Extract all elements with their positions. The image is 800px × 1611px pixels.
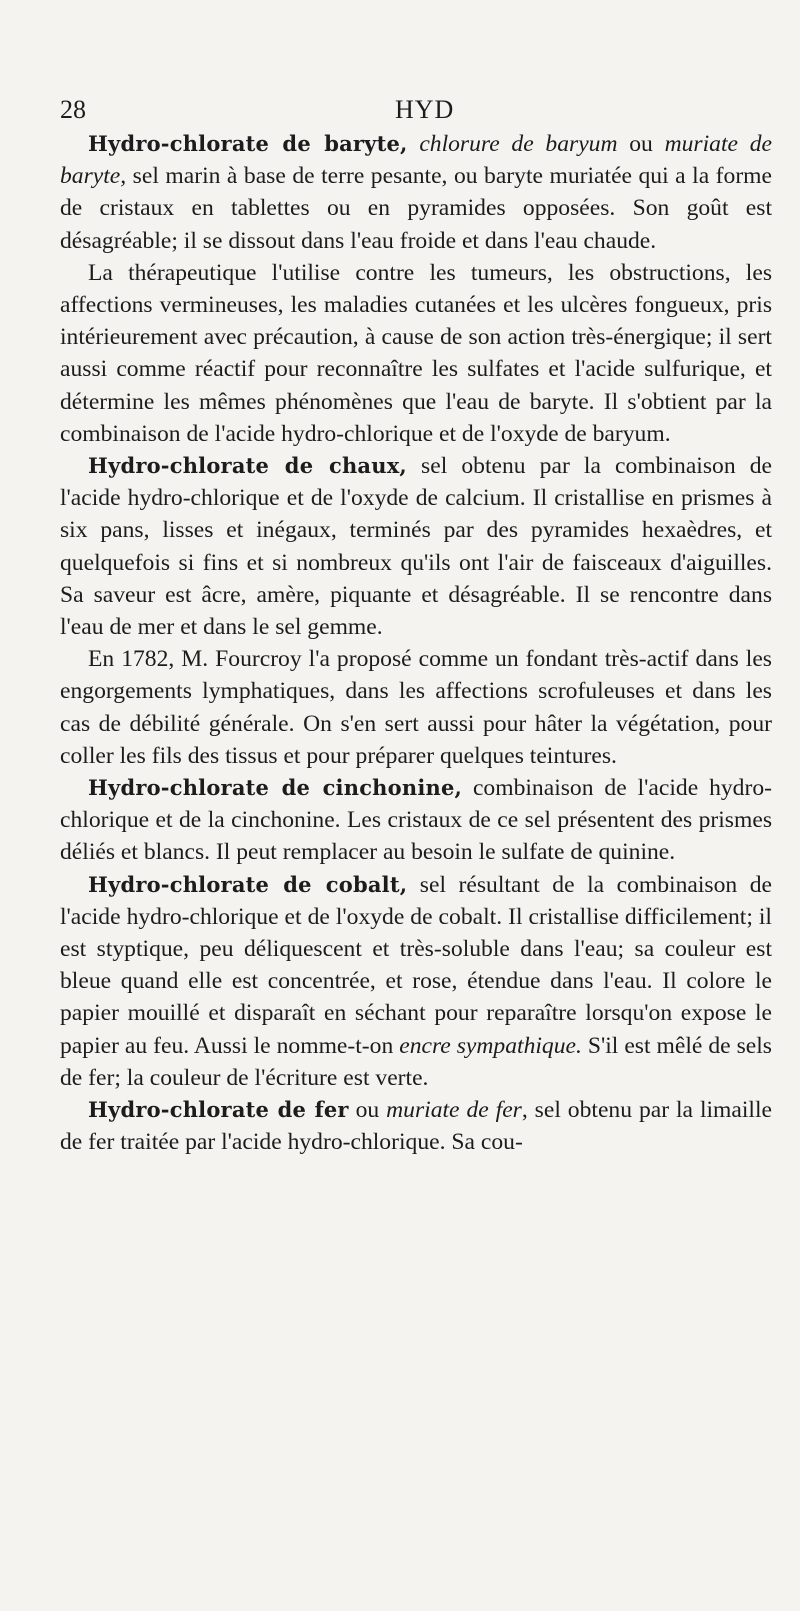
entry-chaux <box>60 450 772 643</box>
entry-cinchonine-text: combinaison de l'acide hydro-chlorique et de la cinchonine. Les cristaux de ce sel présentent des prismes déliés et blancs. Il peut remplacer au besoin le sulfate de quinine. <box>60 775 772 866</box>
page-number: 28 <box>60 95 86 124</box>
entry-cobalt <box>60 869 772 1094</box>
entry-cinchonine <box>60 772 772 869</box>
entry-fer-italic: muriate de fer <box>386 1097 522 1124</box>
entry-baryte <box>60 128 772 257</box>
page-header <box>60 96 772 124</box>
entry-baryte-text-1 <box>408 131 420 157</box>
running-head: HYD <box>395 95 455 124</box>
headword-chaux: Hydro-chlorate de chaux, <box>88 453 407 479</box>
dictionary-body <box>60 128 772 1159</box>
entry-chaux-text: sel obtenu par la combinaison de l'acide hydro-chlorique et de l'oxyde de calcium. Il cristallise en prismes à six pans, lisses et inégaux, terminés par des pyramides hexaèdres, et quelquefois si fins et si nombreux qu'ils ont l'air de faisceaux d'aiguilles. Sa saveur est âcre, amère, piquante et désagréable. Il se rencontre dans l'eau de mer et dans le sel gemme. <box>60 453 772 641</box>
entry-cobalt-text-2: S'il est mêlé de sels de fer; la couleur de l'écriture est verte. <box>60 1032 772 1091</box>
entry-baryte-text-2: ou <box>617 131 665 157</box>
headword-baryte: Hydro-chlorate de baryte, <box>88 131 408 156</box>
entry-cobalt-italic: encre sympathique. <box>399 1032 582 1059</box>
entry-fer-text-2: , sel obtenu par la limaille de fer traitée par l'acide hydro-chlorique. Sa cou- <box>60 1097 773 1156</box>
headword-fer: Hydro-chlorate de fer <box>88 1097 349 1123</box>
headword-cinchonine: Hydro-chlorate de cinchonine, <box>88 775 463 801</box>
entry-cobalt-text-1: sel résultant de la combinaison de l'acide hydro-chlorique et de l'oxyde de cobalt. Il cristallise difficilement; il est styptique, peu déliquescent et très-soluble dans l'eau; sa couleur est bleue quand elle est concentrée, et rose, étendue dans l'eau. Il colore le papier mouillé et disparaît en séchant pour reparaître lorsqu'on expose le papier au feu. Aussi le nomme-t-on <box>60 871 772 1059</box>
entry-baryte-synonym-1: chlorure de baryum <box>419 131 618 157</box>
paragraph-chaux-fourcroy: En 1782, M. Fourcroy l'a proposé comme un fondant très-actif dans les engorgements lymphatiques, dans les affections scrofuleuses et dans les cas de débilité générale. On s'en sert aussi pour hâter la végétation, pour coller les fils des tissus et pour préparer quelques teintures. <box>60 646 772 769</box>
entry-fer <box>60 1094 772 1158</box>
entry-baryte-text-3: sel marin à base de terre pesante, ou baryte muriatée qui a la forme de cristaux en tablettes ou en pyramides opposées. Son goût est désagréable; il se dissout dans l'eau froide et dans l'eau chaude. <box>60 163 772 254</box>
paragraph-baryte-therapeutics: La thérapeutique l'utilise contre les tumeurs, les obstructions, les affections vermineuses, les maladies cutanées et les ulcères fongueux, pris intérieurement avec précaution, à cause de son action très-énergique; il sert aussi comme réactif pour reconnaître les sulfates et l'acide sulfurique, et détermine les mêmes phénomènes que l'eau de baryte. Il s'obtient par la combinaison de l'acide hydro-chlorique et de l'oxyde de baryum. <box>60 259 772 447</box>
entry-baryte-synonym-2: muriate de baryte, <box>60 131 772 190</box>
entry-fer-text-1: ou <box>348 1097 387 1124</box>
headword-cobalt: Hydro-chlorate de cobalt, <box>88 871 408 897</box>
book-page <box>0 96 800 1611</box>
